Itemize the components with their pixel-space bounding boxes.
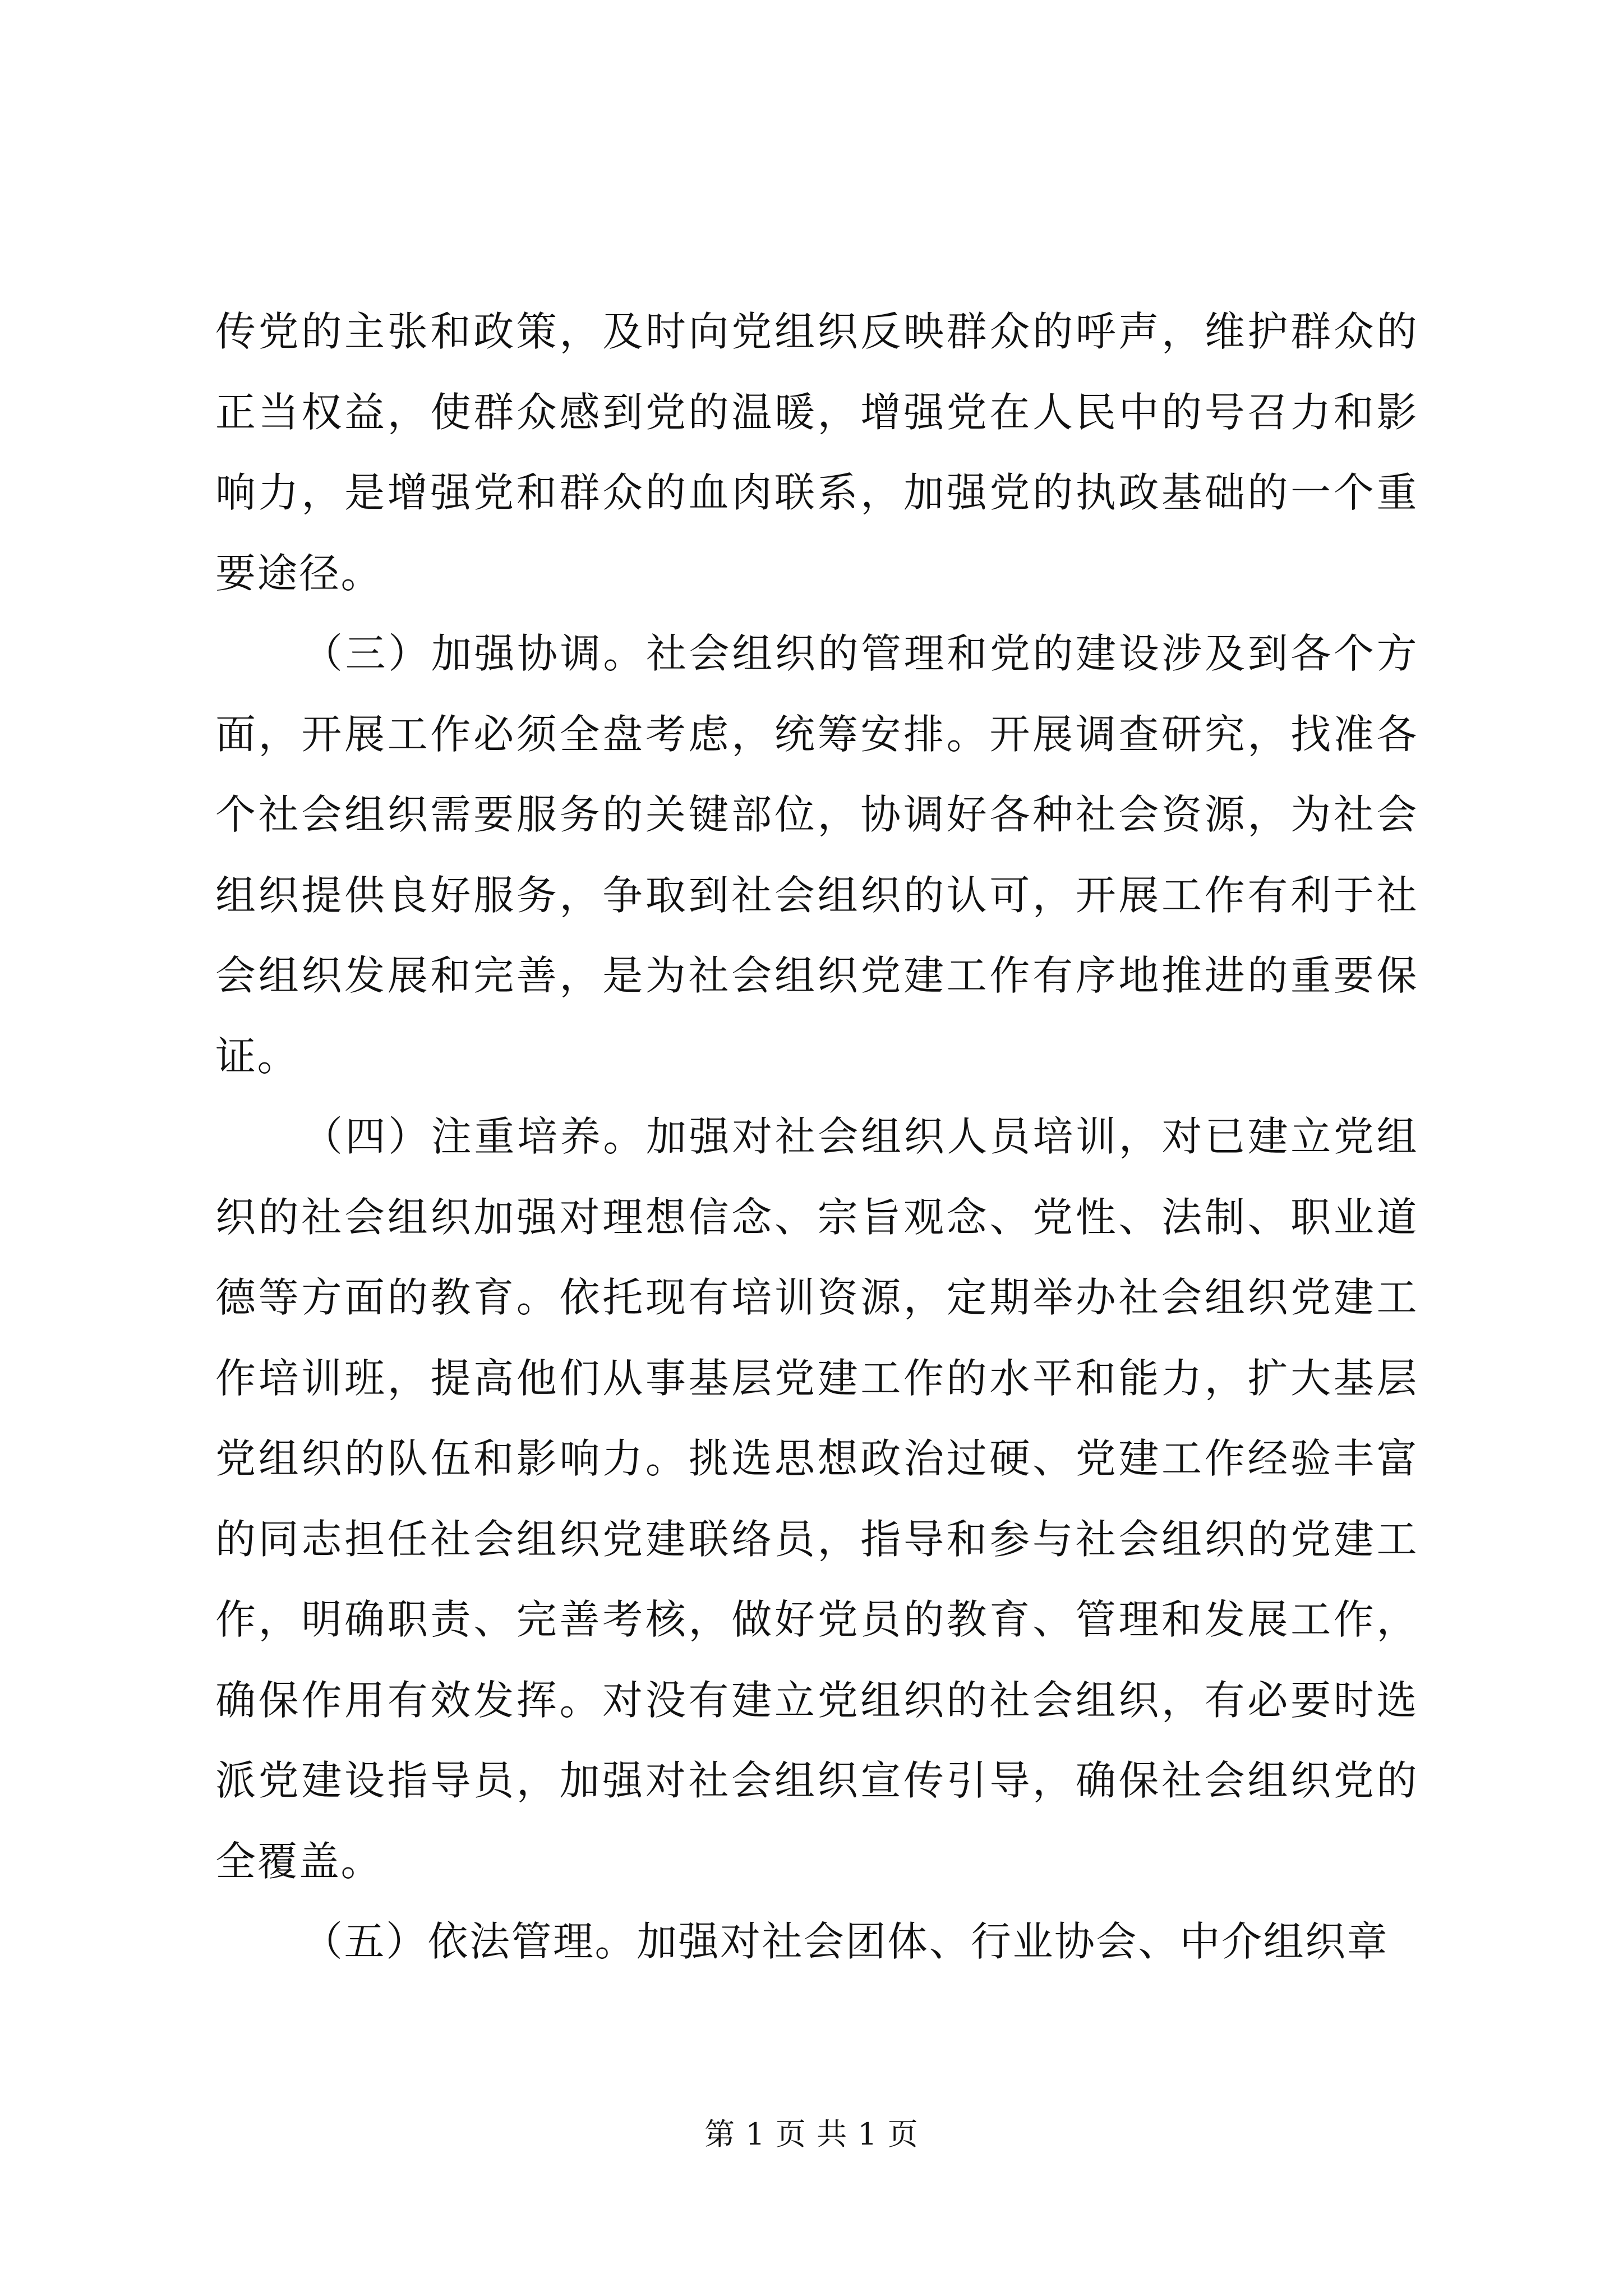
paragraph-section-3: （三）加强协调。社会组织的管理和党的建设涉及到各个方面，开展工作必须全盘考虑，统筹安排。开展调查研究，找准各个社会组织需要服务的关键部位，协调好各种社会资源，为社会组织提供良好服务，争取到社会组织的认可，开展工作有利于社会组织发展和完善，是为社会组织党建工作有序地推进的重要保证。 xyxy=(215,630,1418,1080)
paragraph-continuation: 传党的主张和政策，及时向党组织反映群众的呼声，维护群众的正当权益，使群众感到党的温暖，增强党在人民中的号召力和影响力，是增强党和群众的血肉联系，加强党的执政基础的一个重要途径。 xyxy=(215,308,1418,597)
page-footer: 第 1 页 共 1 页 xyxy=(704,2116,919,2152)
paragraph-section-5: （五）依法管理。加强对社会团体、行业协会、中介组织章 xyxy=(302,1918,1389,1965)
paragraph-section-4: （四）注重培养。加强对社会组织人员培训，对已建立党组织的社会组织加强对理想信念、宗旨观念、党性、法制、职业道德等方面的教育。依托现有培训资源，定期举办社会组织党建工作培训班，提高他们从事基层党建工作的水平和能力，扩大基层党组织的队伍和影响力。挑选思想政治过硬、党建工作经验丰富的同志担任社会组织党建联络员，指导和参与社会组织的党建工作，明确职责、完善考核，做好党员的教育、管理和发展工作，确保作用有效发挥。对没有建立党组织的社会组织，有必要时选派党建设指导员，加强对社会组织宣传引导，确保社会组织党的全覆盖。 xyxy=(215,1113,1418,1885)
document-body xyxy=(215,292,1418,1982)
